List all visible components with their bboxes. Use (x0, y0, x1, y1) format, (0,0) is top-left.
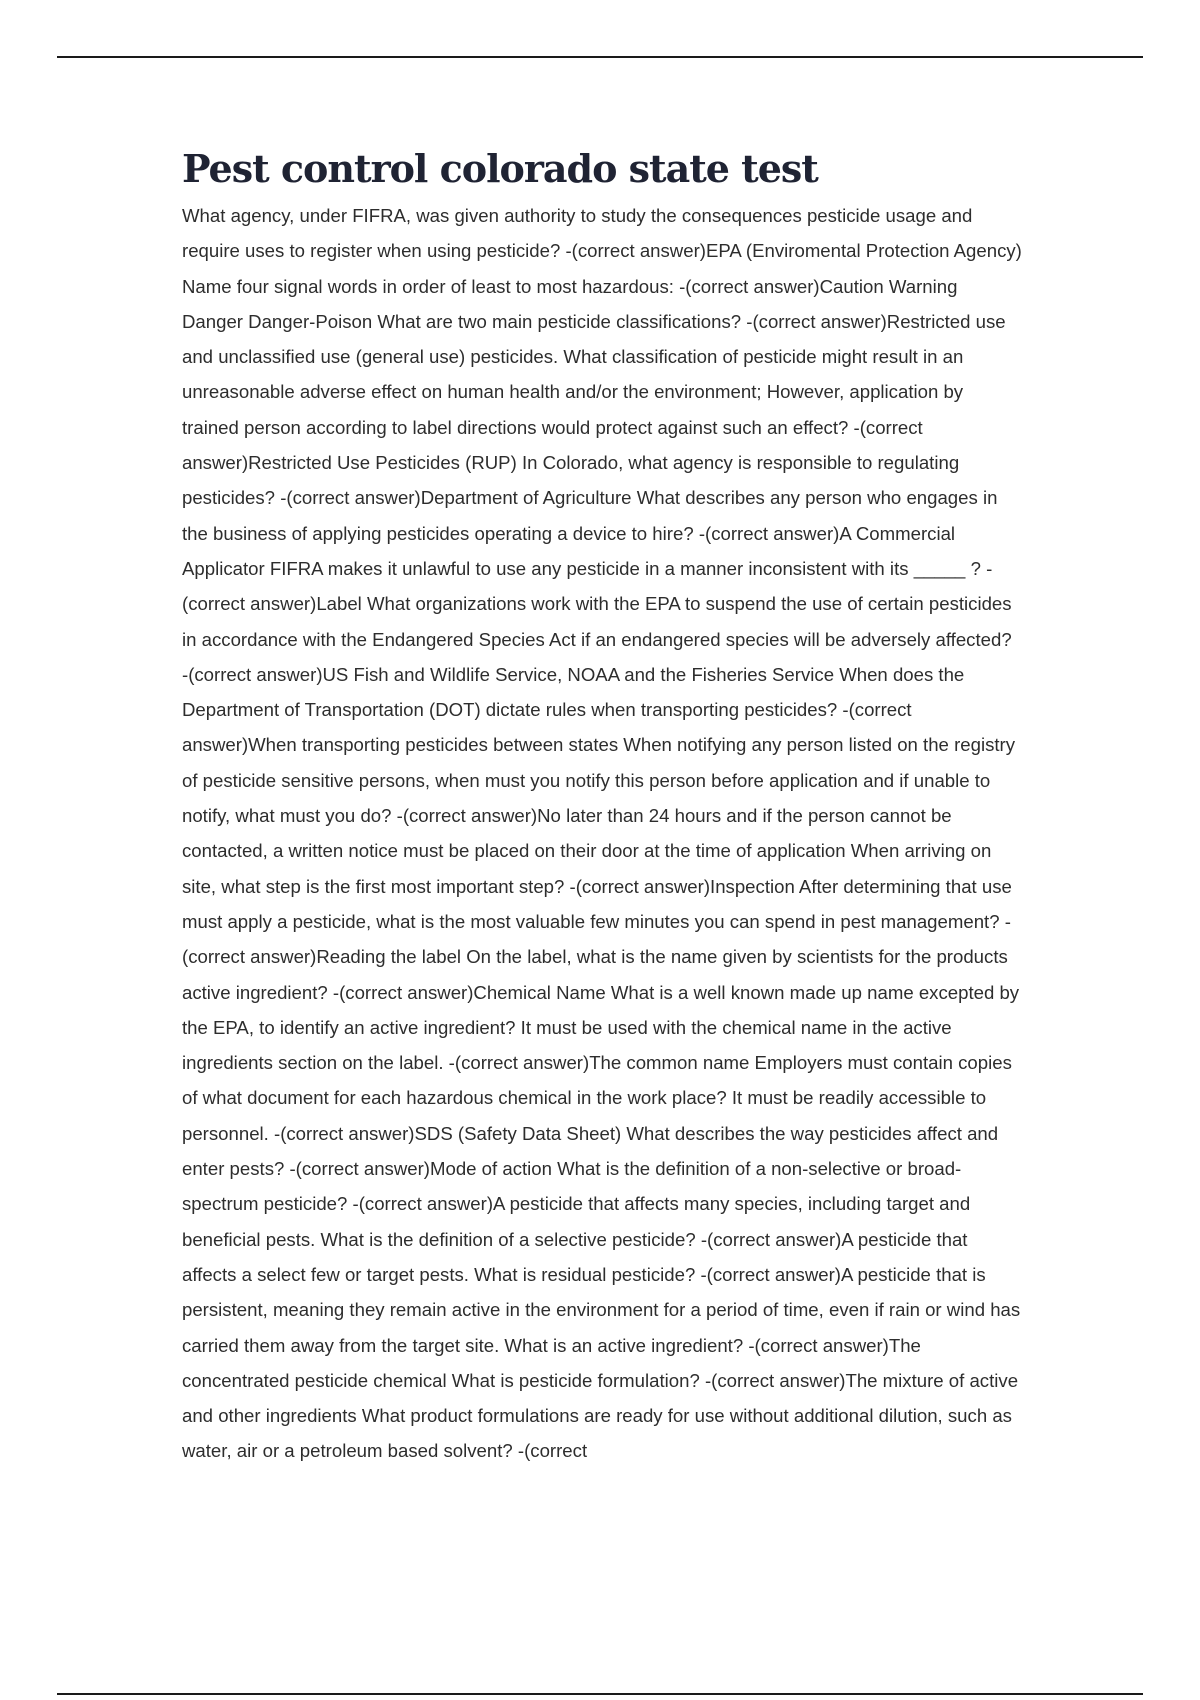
document-title: Pest control colorado state test (182, 146, 818, 191)
header-rule (57, 56, 1143, 58)
document-body: What agency, under FIFRA, was given authority to study the consequences pesticide usage and require uses to register when using pesticide? -(correct answer)EPA (Enviromental Protection Agency) Name four signal words in order of least to most hazardous: -(correct answer)Caution Warning Danger Danger-Poison What are two main pesticide classifications? -(correct answer)Restricted use and unclassified use (general use) pesticides. What classification of pesticide might result in an unreasonable adverse effect on human health and/or the environment; However, application by trained person according to label directions would protect against such an effect? -(correct answer)Restricted Use Pesticides (RUP) In Colorado, what agency is responsible to regulating pesticides? -(correct answer)Department of Agriculture What describes any person who engages in the business of applying pesticides operating a device to hire? -(correct answer)A Commercial Applicator FIFRA makes it unlawful to use any pesticide in a manner inconsistent with its _____ ? -(correct answer)Label What organizations work with the EPA to suspend the use of certain pesticides in accordance with the Endangered Species Act if an endangered species will be adversely affected? -(correct answer)US Fish and Wildlife Service, NOAA and the Fisheries Service When does the Department of Transportation (DOT) dictate rules when transporting pesticides? -(correct answer)When transporting pesticides between states When notifying any person listed on the registry of pesticide sensitive persons, when must you notify this person before application and if unable to notify, what must you do? -(correct answer)No later than 24 hours and if the person cannot be contacted, a written notice must be placed on their door at the time of application When arriving on site, what step is the first most important step? -(correct answer)Inspection After determining that use must apply a pesticide, what is the most valuable few minutes you can spend in pest management? -(correct answer)Reading the label On the label, what is the name given by scientists for the products active ingredient? -(correct answer)Chemical Name What is a well known made up name excepted by the EPA, to identify an active ingredient? It must be used with the chemical name in the active ingredients section on the label. -(correct answer)The common name Employers must contain copies of what document for each hazardous chemical in the work place? It must be readily accessible to personnel. -(correct answer)SDS (Safety Data Sheet) What describes the way pesticides affect and enter pests? -(correct answer)Mode of action What is the definition of a non-selective or broad-spectrum pesticide? -(correct answer)A pesticide that affects many species, including target and beneficial pests. What is the definition of a selective pesticide? -(correct answer)A pesticide that affects a select few or target pests. What is residual pesticide? -(correct answer)A pesticide that is persistent, meaning they remain active in the environment for a period of time, even if rain or wind has carried them away from the target site. What is an active ingredient? -(correct answer)The concentrated pesticide chemical What is pesticide formulation? -(correct answer)The mixture of active and other ingredients What product formulations are ready for use without additional dilution, such as water, air or a petroleum based solvent? -(correct (182, 205, 1022, 1462)
footer-rule (57, 1693, 1143, 1695)
document-content (182, 146, 1022, 1469)
